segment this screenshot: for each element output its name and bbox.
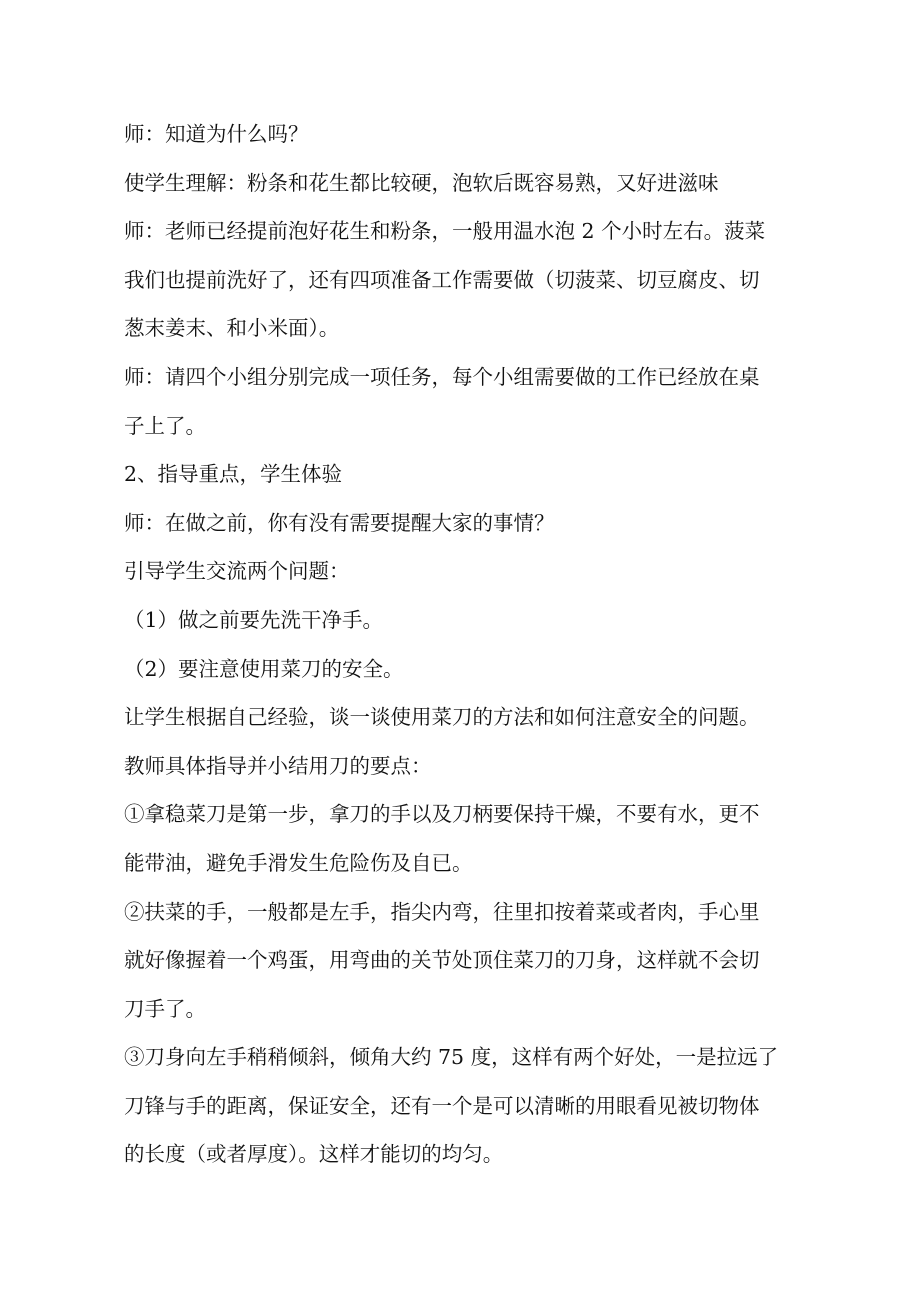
text-line: 就好像握着一个鸡蛋，用弯曲的关节处顶住菜刀的刀身，这样就不会切 — [124, 948, 760, 973]
document-body — [124, 110, 800, 1179]
text-line: 我们也提前洗好了，还有四项准备工作需要做（切菠菜、切豆腐皮、切 — [124, 267, 760, 292]
list-item: （1）做之前要先洗干净手。 — [124, 607, 384, 632]
text-line: 刀手了。 — [124, 996, 206, 1021]
list-item: ③刀身向左手稍稍倾斜，倾角大约 75 度，这样有两个好处，一是拉远了 — [124, 1045, 779, 1070]
text-line: 的长度（或者厚度）。这样才能切的均匀。 — [124, 1142, 504, 1167]
text-line: 葱末姜末、和小米面）。 — [124, 316, 340, 341]
section-heading: 2、指导重点，学生体验 — [124, 462, 343, 487]
list-item: ①拿稳菜刀是第一步，拿刀的手以及刀柄要保持干燥，不要有水，更不 — [124, 802, 760, 827]
text-line: 教师具体指导并小结用刀的要点： — [124, 753, 432, 778]
text-line: 师：在做之前，你有没有需要提醒大家的事情？ — [124, 510, 555, 535]
text-line: 师：老师已经提前泡好花生和粉条，一般用温水泡 2 个小时左右。菠菜 — [124, 219, 766, 244]
list-item: （2）要注意使用菜刀的安全。 — [124, 656, 404, 681]
list-item: ②扶菜的手，一般都是左手，指尖内弯，往里扣按着菜或者肉，手心里 — [124, 899, 760, 924]
text-line: 师：请四个小组分别完成一项任务，每个小组需要做的工作已经放在桌 — [124, 364, 760, 389]
text-line: 师：知道为什么吗？ — [124, 122, 309, 146]
text-line: 子上了。 — [124, 413, 206, 438]
text-line: 引导学生交流两个问题： — [124, 559, 350, 584]
text-line: 让学生根据自己经验，谈一谈使用菜刀的方法和如何注意安全的问题。 — [124, 705, 760, 730]
text-line: 使学生理解：粉条和花生都比较硬，泡软后既容易熟，又好进滋味 — [124, 170, 719, 195]
text-line: 刀锋与手的距离，保证安全，还有一个是可以清晰的用眼看见被切物体 — [124, 1093, 760, 1118]
text-line: 能带油，避免手滑发生危险伤及自已。 — [124, 850, 473, 875]
